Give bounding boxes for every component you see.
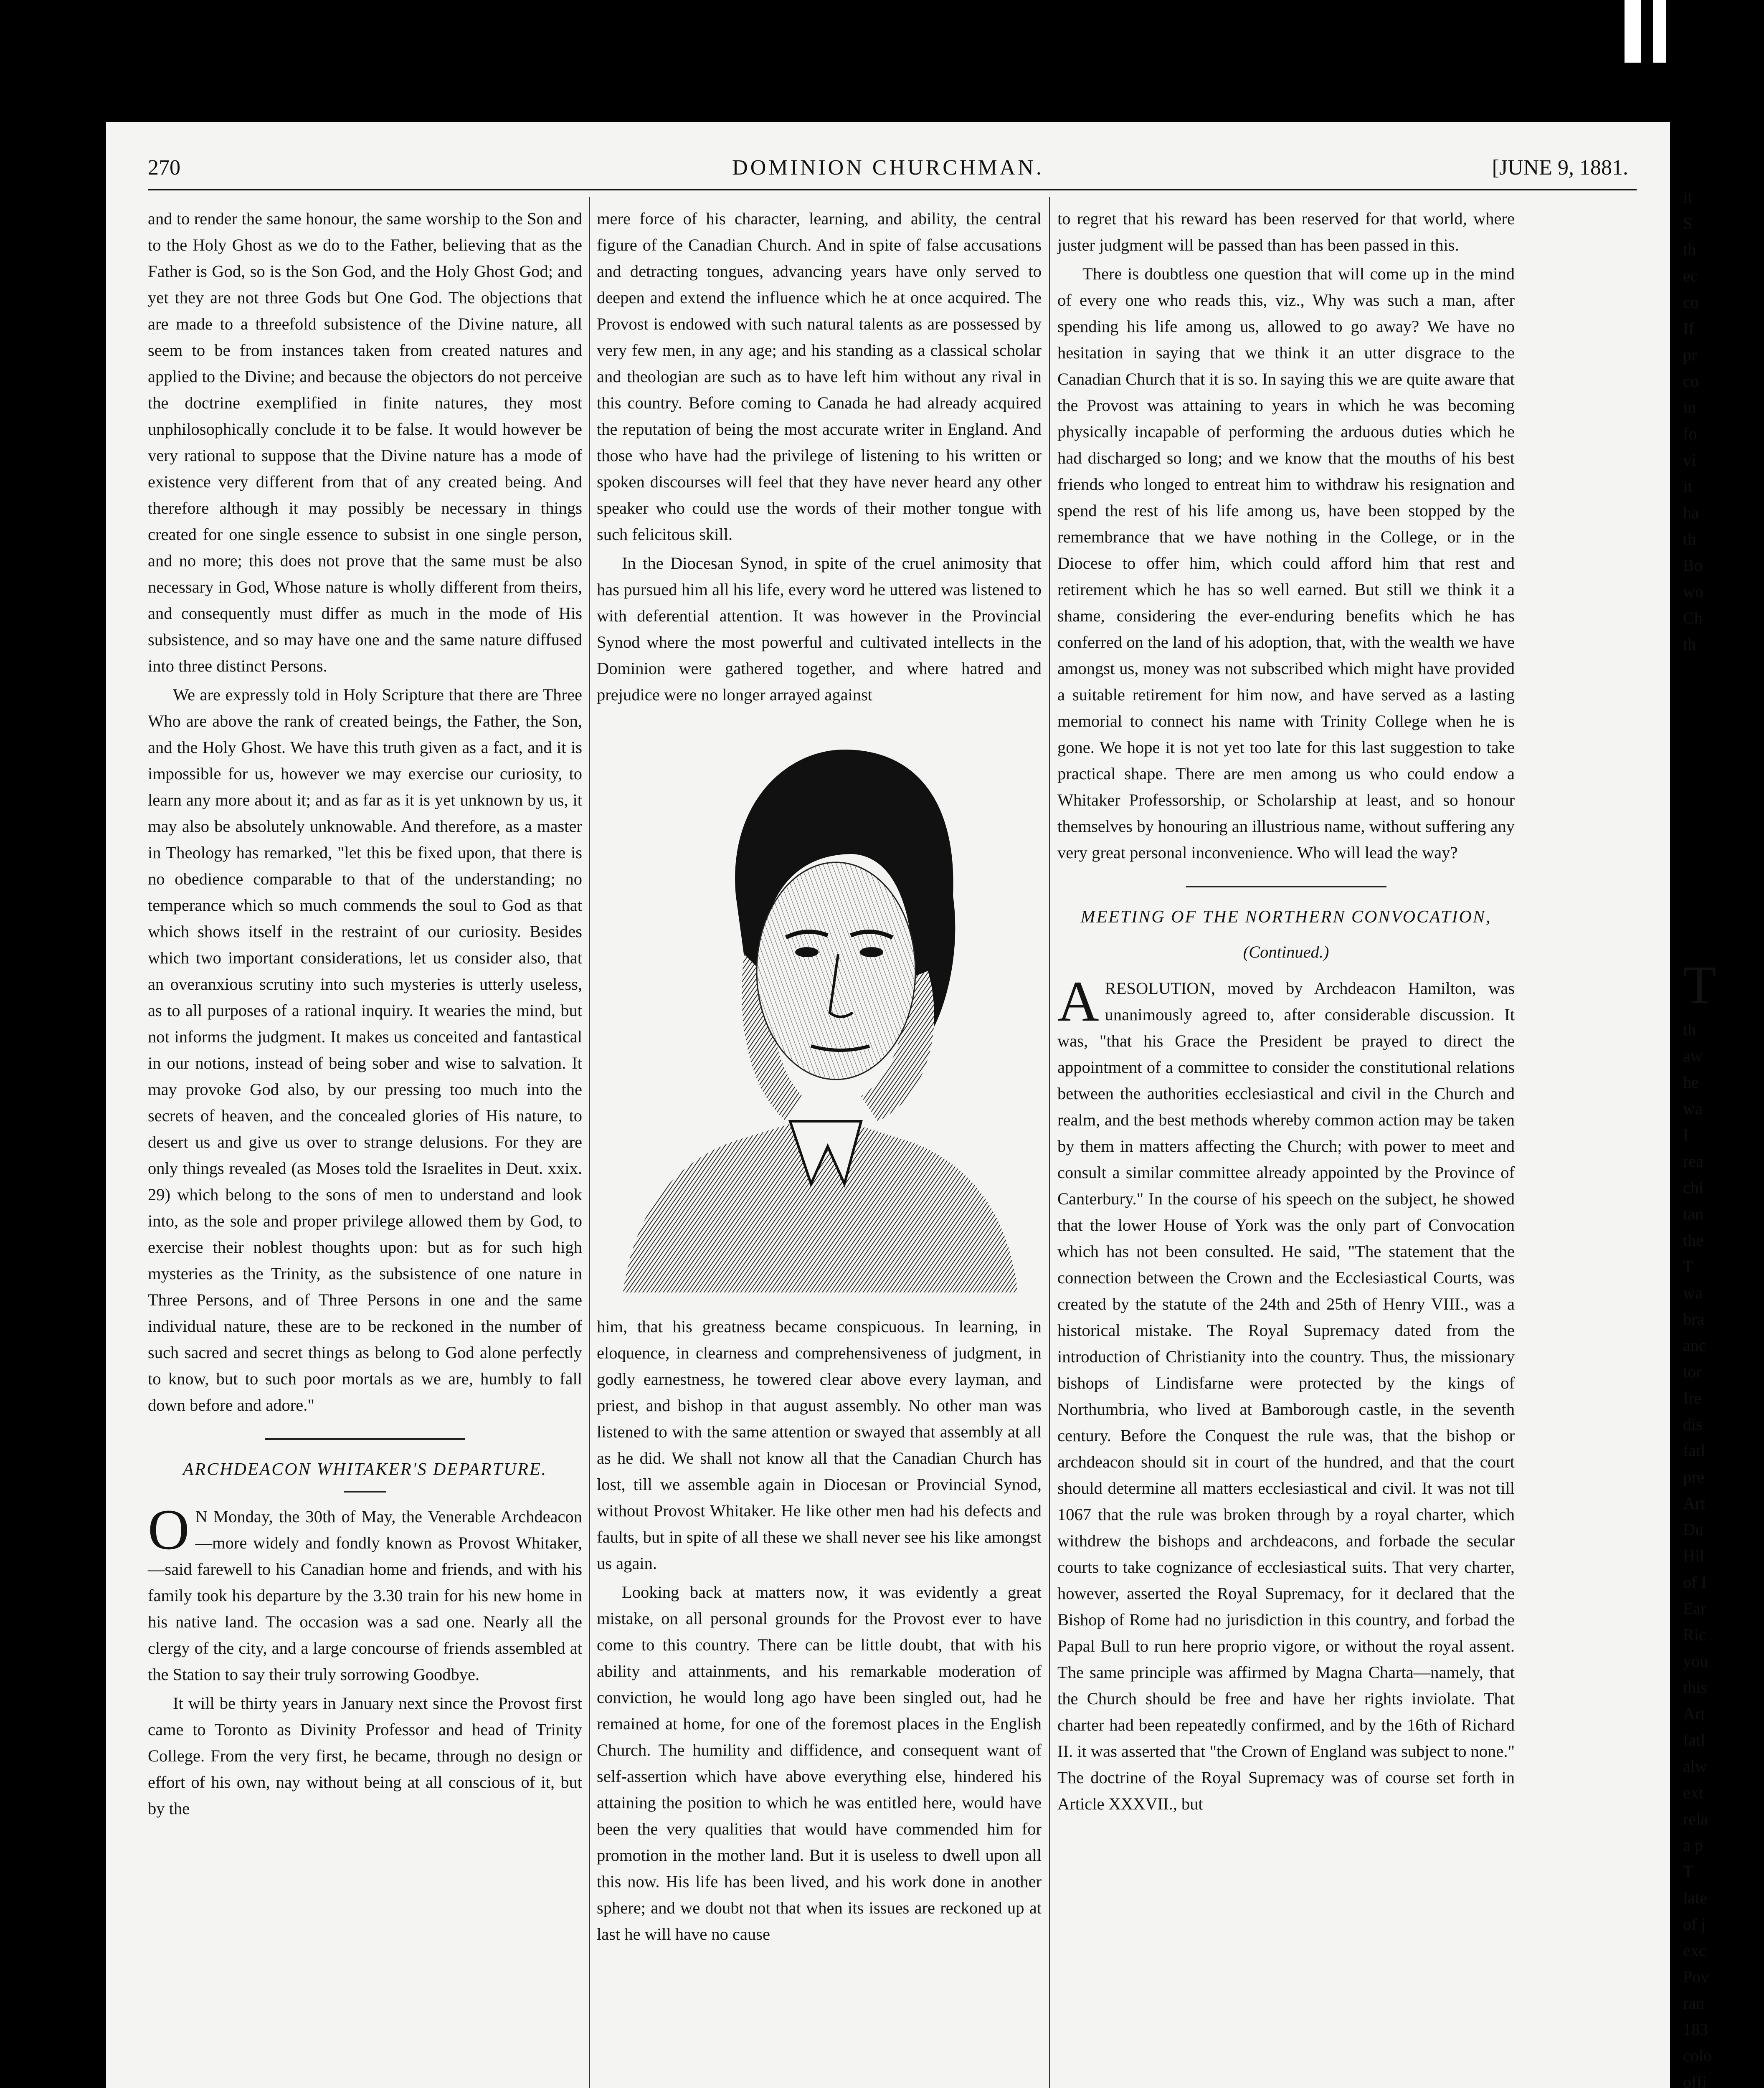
- issue-date: [JUNE 9, 1881.: [1492, 156, 1628, 180]
- fragment-line: wa: [1683, 1283, 1703, 1302]
- fragment-line: tor: [1683, 1362, 1702, 1381]
- drop-cap: O: [148, 1498, 190, 1561]
- fragment-line: ran: [1683, 1994, 1705, 2012]
- column-1: [148, 205, 582, 1824]
- article-paragraph: mere force of his character, learning, and ability, the central figure of the Canadian Church. And in spite of false accusations and detracting tongues, advancing years have only served to deepen and extend the influence which he at once acquired. The Provost is endowed with such natural talents as are possessed by very few men, in any age; and his standing as a classical scholar and theologian are such as to have left him without any rival in this country. Before coming to Canada he had already acquired the reputation of being the most accurate writer in England. And those who have had the privilege of listening to his written or spoken discourses will feel that they have never heard any other speaker who could use the words of their mother tongue with such felicitous skill.: [597, 209, 1042, 544]
- fragment-line: th: [1683, 240, 1696, 259]
- fragment-line: ext: [1683, 1783, 1703, 1802]
- fragment-line: Ch: [1683, 608, 1703, 627]
- column-3: [1057, 205, 1515, 1819]
- fragment-line: it: [1683, 477, 1693, 496]
- publication-title: DOMINION CHURCHMAN.: [732, 156, 1044, 180]
- fragment-line: T: [1683, 1257, 1693, 1276]
- fragment-lines-top: [1683, 184, 1746, 657]
- fragment-line: fo: [1683, 424, 1697, 443]
- fragment-line: I: [1683, 1125, 1689, 1144]
- film-edge-bar: [1653, 0, 1666, 63]
- fragment-line: vi: [1683, 451, 1696, 469]
- fragment-line: Art: [1683, 1494, 1706, 1513]
- fragment-line: Ric: [1683, 1625, 1706, 1644]
- fragment-line: 183: [1683, 2020, 1708, 2039]
- fragment-line: Du: [1683, 1520, 1703, 1539]
- fragment-line: wo: [1683, 582, 1703, 601]
- fragment-line: of I: [1683, 1573, 1707, 1591]
- fragment-line: ec: [1683, 266, 1698, 285]
- fragment-line: anc: [1683, 1336, 1706, 1355]
- portrait-engraving: [611, 720, 1028, 1297]
- fragment-line: exc: [1683, 1941, 1706, 1960]
- fragment-line: colo: [1683, 2046, 1712, 2065]
- fragment-line: late: [1683, 1888, 1707, 1907]
- fragment-line: aw: [1683, 1047, 1703, 1065]
- fragment-line: th: [1683, 1020, 1696, 1039]
- article-paragraph: It will be thirty years in January next since the Provost first came to Toronto as Divinity Professor and head of Trinity College. From the very first, he became, through no design or effort of his own, nay without being at all conscious of it, but by the: [148, 1694, 582, 1818]
- fragment-lines-bottom: [1683, 1016, 1746, 2088]
- section-rule: [1186, 886, 1386, 887]
- fragment-line: this: [1683, 1678, 1707, 1697]
- fragment-line: Hil: [1683, 1546, 1705, 1565]
- fragment-line: alw: [1683, 1757, 1707, 1776]
- fragment-line: wa: [1683, 1099, 1703, 1118]
- lead-paragraph-text: RESOLUTION, moved by Archdeacon Hamilton, was unanimously agreed to, after considerable discussion. It was, "that his Grace the President be prayed to direct the appointment of a committee to consider the constitutional relations between the authorities ecclesiastical and civil in the Church and realm, and the best methods whereby common action may be taken by them in matters affecting the Church; with power to meet and consult a similar committee already appointed by the Province of Canterbury." In the course of his speech on the subject, he showed that the lower House of York was the only part of Convocation which has not been consulted. He said, "The statement that the connection between the Crown and the Ecclesiastical Courts, was created by the statute of the 24th and 25th of Henry VIII., was a historical mistake. The Royal Supremacy dated from the introduction of Christianity into the country. Thus, the missionary bishops of Lindisfarne were protected by the kings of Northumbria, who lived at Bamborough castle, in the seventh century. Before the Conquest the rule was, that the bishop or archdeacon should sit in court of the hundred, and that the court should determine all matters ecclesiastical and civil. It was not till 1067 that the rule was broken through by a royal charter, which withdrew the bishops and archdeacons, and forbade the secular courts to take cognizance of ecclesiastical suits. That very charter, however, asserted the Royal Supremacy, for it declared that the Bishop of Rome had no jurisdiction in this country, and forbad the Papal Bull to run here proprio vigore, or without the royal assent. The same principle was affirmed by Magna Charta—namely, that the Church should be free and have her rights inviolate. That charter had been repeatedly confirmed, and by the 16th of Richard II. it was asserted that "the Crown of England was subject to none." The doctrine of the Royal Supremacy was of course set forth in Article XXXVII., but: [1057, 979, 1515, 1813]
- fragment-line: co: [1683, 293, 1699, 312]
- lead-paragraph: [1057, 969, 1515, 1817]
- article-paragraph: There is doubtless one question that will come up in the mind of every one who reads this, viz., Why was such a man, after spending his life among us, allowed to go away? We have no hesitation in saying that we think it an utter disgrace to the Canadian Church that it is so. In saying this we are quite aware that the Provost was attaining to years in which he was becoming physically incapable of performing the arduous duties which he had discharged so long; and we know that the mouths of his best friends who longed to entreat him to withdraw his resignation and spend the rest of his life among us, have been stopped by the remembrance that we have nothing in the College, or in the Diocese to offer him, which could afford him that rest and retirement which he has so well earned. But still we think it a shame, considering the ever-enduring benefits which he has conferred on the land of his adoption, that, with the wealth we have amongst us, money was not subscribed which might have provided a suitable retirement for him now, and have served as a lasting memorial to connect his name with Trinity College when he is gone. We hope it is not yet too late for this last suggestion to take practical shape. There are men among us who could endow a Whitaker Professorship, or Scholarship at least, and so honour themselves by honouring an illustrious name, without suffering any very great personal inconvenience. Who will lead the way?: [1057, 264, 1515, 862]
- fragment-drop-cap: T: [1683, 955, 1716, 1015]
- fragment-line: ha: [1683, 503, 1699, 522]
- fragment-line: it: [1683, 188, 1693, 206]
- fragment-line: rela: [1683, 1809, 1708, 1828]
- page-number: 270: [148, 156, 180, 180]
- fragment-line: fatl: [1683, 1731, 1706, 1749]
- article-paragraph: him, that his greatness became conspicuous. In learning, in eloquence, in clearness and comprehensiveness of judgment, in godly earnestness, he towered clear above every layman, and priest, and bishop in that august assembly. No other man was listened to with the same attention or swayed that assembly at all as he did. We shall not know all that the Canadian Church has lost, till we assemble again in Diocesan or Provincial Synod, without Provost Whitaker. He like other men had his defects and faults, but in spite of all these we shall never see his like amongst us again.: [597, 1317, 1042, 1573]
- fragment-line: chi: [1683, 1178, 1703, 1197]
- section-title-convocation: MEETING OF THE NORTHERN CONVOCATION,: [1080, 907, 1492, 927]
- fragment-line: pr: [1683, 345, 1697, 364]
- adjacent-page-fragment: [1683, 184, 1746, 2088]
- fragment-line: the: [1683, 1231, 1703, 1249]
- article-paragraph: In the Diocesan Synod, in spite of the cruel animosity that has pursued him all his life, every word he uttered was listened to with deferential attention. It was however in the Provincial Synod where the most powerful and cultivated intellects in the Dominion were gathered together, and where hatred and prejudice were no longer arrayed against: [597, 554, 1042, 704]
- fragment-line: tan: [1683, 1204, 1703, 1223]
- article-paragraph: We are expressly told in Holy Scripture that there are Three Who are above the rank of created beings, the Father, the Son, and the Holy Ghost. We have this truth given as a fact, and it is impossible for us, however we may exercise our curiosity, to learn any more about it; and as far as it is yet unknown by us, it may also be absolutely unknowable. And therefore, as a master in Theology has remarked, "let this be fixed upon, that there is no obedience comparable to that of the understanding; no temperance which so much commends the soul to God as that which shows itself in the restraint of our curiosity. Besides which two important considerations, let us consider also, that an overanxious scrutiny into such mysteries is utterly useless, as to all purposes of a rational inquiry. It wearies the mind, but not informs the judgment. It makes us conceited and fantastical in our notions, instead of being sober and wise to salvation. It may provoke God also, by our pressing too much into the secrets of heaven, and the concealed glories of His nature, to desert us and give us over to strange delusions. For they are only things revealed (as Moses told the Israelites in Deut. xxix. 29) which belong to the sons of men to understand and look into, as the sole and proper privilege allowed them by God, to exercise their noblest thoughts upon: but as for such high mysteries as the Trinity, as the subsistence of one nature in Three Persons, and of Three Persons in one and the same individual nature, these are to be reckoned in the number of such sacred and secret things as belong to God alone perfectly to know, but to such poor mortals as we are, humbly to fall down before and adore.": [148, 685, 582, 1414]
- drop-cap: A: [1057, 969, 1099, 1033]
- newspaper-page: [106, 122, 1670, 2088]
- fragment-line: T: [1683, 1862, 1693, 1881]
- fragment-line: in: [1683, 398, 1696, 417]
- fragment-line: Art: [1683, 1704, 1706, 1723]
- fragment-line: fatl: [1683, 1441, 1706, 1460]
- title-rule: [344, 1491, 386, 1493]
- fragment-line: Ire: [1683, 1389, 1702, 1407]
- fragment-line: pre: [1683, 1467, 1705, 1486]
- section-title-whitaker: ARCHDEACON WHITAKER'S DEPARTURE.: [182, 1460, 547, 1479]
- fragment-line: he: [1683, 1073, 1699, 1092]
- fragment-line: th: [1683, 530, 1696, 548]
- fragment-line: Ear: [1683, 1599, 1706, 1618]
- lead-paragraph: [148, 1498, 582, 1688]
- fragment-line: S: [1683, 214, 1693, 233]
- fragment-line: dis: [1683, 1415, 1703, 1434]
- page-header: [106, 144, 1670, 181]
- article-paragraph: Looking back at matters now, it was evidently a great mistake, on all personal grounds for the Provost ever to have come to this country. There can be little doubt, that with his ability and attainments, and his remarkable moderation of conviction, he would long ago have been singled out, had he remained at home, for one of the foremost places in the English Church. The humility and diffidence, and consequent want of self-assertion which have above everything else, hindered his attaining the position to which he was entitled here, would have been the very qualities that would have commended him for promotion in the mother land. But it is useless to dwell upon all this now. His life has been lived, and his work done in another sphere; and we doubt not that when its issues are reckoned up at last he will have no cause: [597, 1583, 1042, 1944]
- fragment-line: offi: [1683, 2073, 1707, 2088]
- article-paragraph: to regret that his reward has been reserved for that world, where juster judgment will be passed than has been passed in this.: [1057, 209, 1515, 254]
- lead-paragraph-text: N Monday, the 30th of May, the Venerable Archdeacon—more widely and fondly known as Provost Whitaker,—said farewell to his Canadian home and friends, and with his family took his departure by the 3.30 train for his new home in his native land. The occasion was a sad one. Nearly all the clergy of the city, and a large concourse of friends assembled at the Station to say their truly sorrowing Goodbye.: [148, 1507, 582, 1684]
- film-edge-bar: [1625, 0, 1641, 63]
- column-2: [597, 205, 1042, 1950]
- column-divider: [589, 197, 590, 2088]
- fragment-line: If: [1683, 319, 1694, 338]
- header-rule: [148, 189, 1637, 190]
- fragment-line: Bo: [1683, 556, 1703, 575]
- fragment-line: a p: [1683, 1836, 1703, 1855]
- fragment-line: you: [1683, 1652, 1708, 1670]
- column-divider: [1049, 197, 1050, 2088]
- fragment-line: of j: [1683, 1915, 1706, 1933]
- fragment-line: th: [1683, 635, 1696, 654]
- fragment-line: bra: [1683, 1310, 1705, 1328]
- fragment-line: Pov: [1683, 1967, 1709, 1986]
- continued-label: (Continued.): [1243, 943, 1329, 961]
- article-paragraph: and to render the same honour, the same worship to the Son and to the Holy Ghost as we do to the Father, believing that as the Father is God, so is the Son God, and the Holy Ghost God; and yet they are not three Gods but One God. The objections that are made to a threefold subsistence of the Divine nature, all seem to be from instances taken from created natures and applied to the Divine; and because the objectors do not perceive the doctrine exemplified in finite natures, they most unphilosophically conclude it to be false. It would however be very rational to suppose that the Divine nature has a mode of existence very different from that of any created being. And therefore although it may possibly be necessary in things created for one single essence to subsist in one single person, and no more; this does not prove that the same must be also necessary in God, Whose nature is wholly different from theirs, and consequently must differ as much in the mode of His subsistence, and so may have one and the same nature diffused into three distinct Persons.: [148, 209, 582, 675]
- section-rule: [265, 1438, 465, 1440]
- fragment-line: co: [1683, 372, 1699, 390]
- fragment-line: rea: [1683, 1152, 1703, 1171]
